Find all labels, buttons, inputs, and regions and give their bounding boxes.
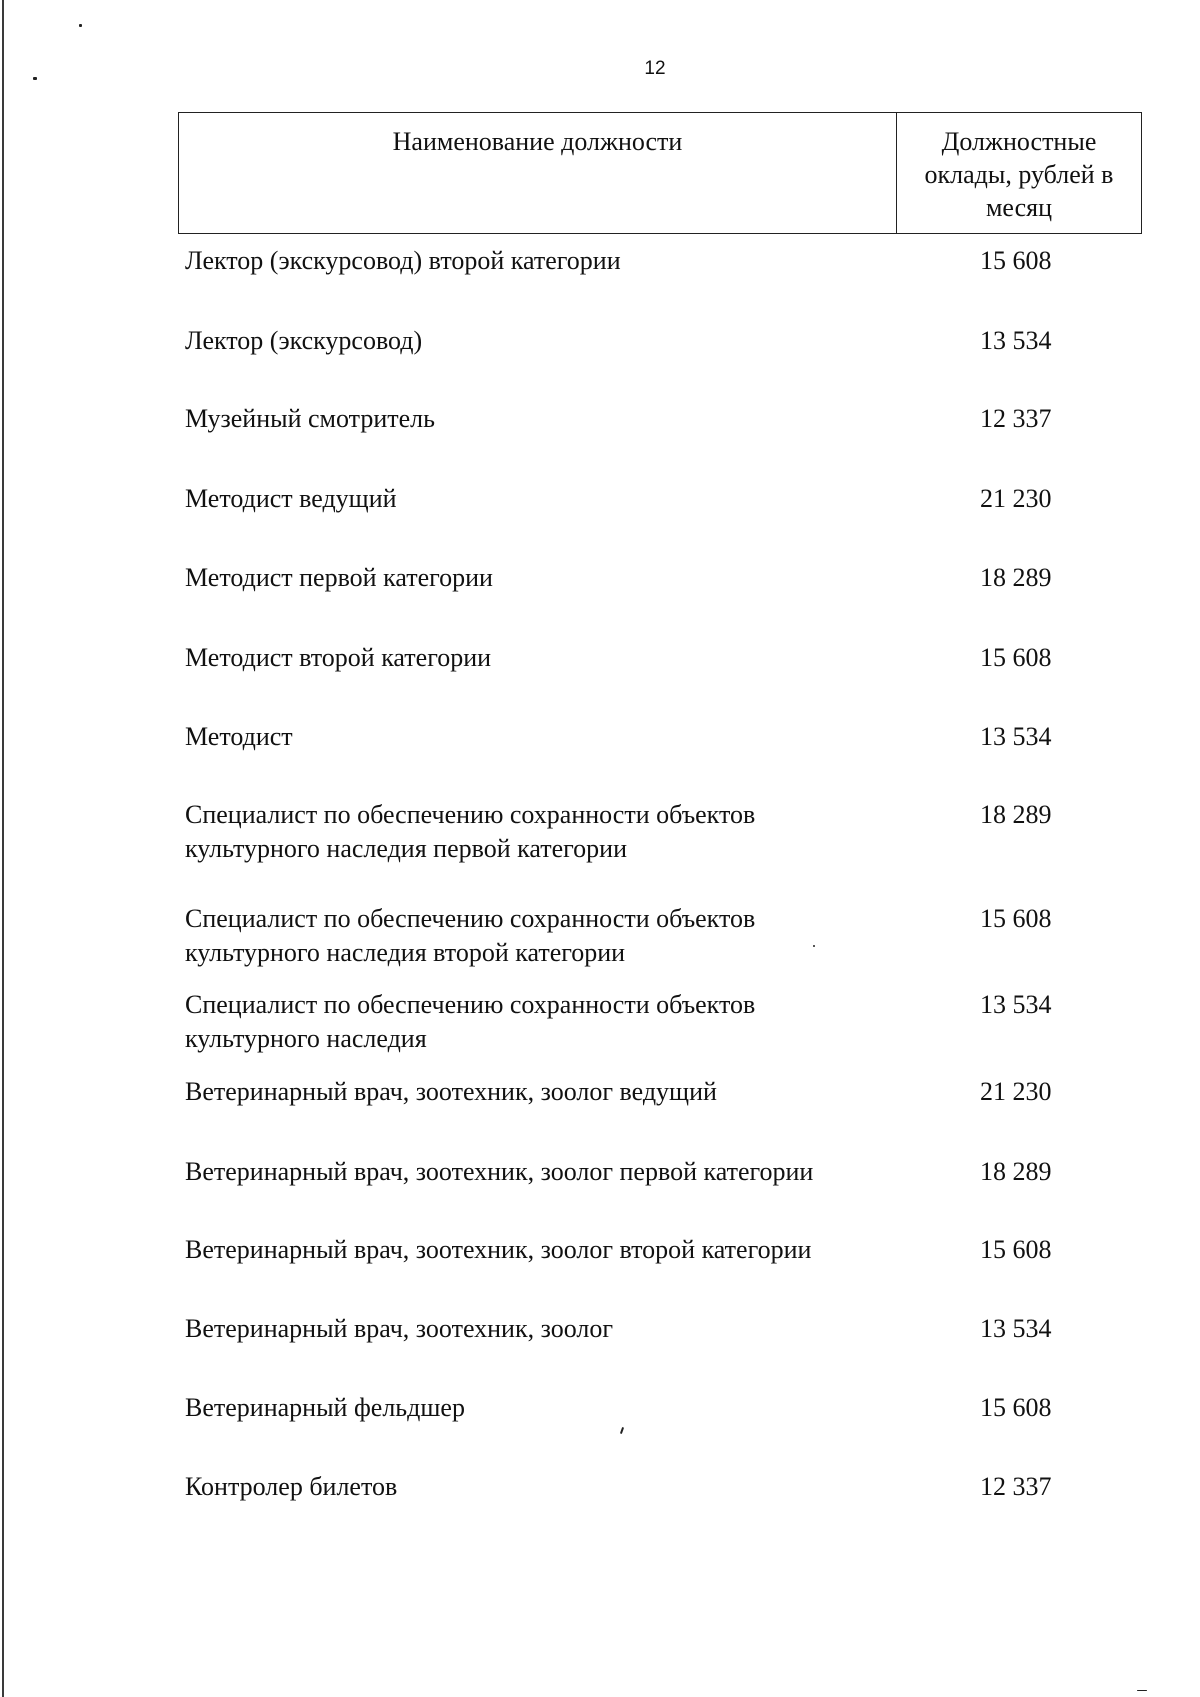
salary-value: 21 230 [980,484,1052,513]
header-salary-line: месяц [985,193,1053,222]
salary-value: 18 289 [980,563,1052,592]
position-name [185,1233,905,1267]
position-name-line: Лектор (экскурсовод) [185,326,423,355]
position-name [185,1391,905,1425]
position-name-line: Лектор (экскурсовод) второй категории [185,246,621,275]
scan-speck [1137,1690,1147,1691]
header-position-name: Наименование должности [179,113,897,233]
salary-value: 15 608 [980,904,1052,933]
position-name-line: Специалист по обеспечению сохранности объектов [185,800,756,829]
scan-speck [620,1427,624,1434]
salary-value: 13 534 [980,990,1052,1019]
salary-value: 15 608 [980,643,1052,672]
salary-value: 12 337 [980,1472,1052,1501]
table-header [178,112,1142,234]
salary-value: 13 534 [980,1314,1052,1343]
position-name-line: Ветеринарный врач, зоотехник, зоолог первой категории [185,1157,814,1186]
position-name-line: Ветеринарный врач, зоотехник, зоолог [185,1314,614,1343]
position-name-line: Ветеринарный фельдшер [185,1393,465,1422]
salary-value: 13 534 [980,326,1052,355]
header-salary-line: оклады, рублей в [924,160,1114,189]
salary-value: 15 608 [980,1393,1052,1422]
position-name [185,1075,905,1109]
position-name-line: Специалист по обеспечению сохранности объектов [185,904,756,933]
header-salary [897,113,1141,233]
position-name-line: Методист [185,722,293,751]
salary-value: 13 534 [980,722,1052,751]
position-name-line: Методист первой категории [185,563,493,592]
position-name [185,561,905,595]
position-name [185,641,905,675]
scan-edge-line [2,0,4,1697]
position-name-line: Методист ведущий [185,484,397,513]
position-name-line: культурного наследия второй категории [185,938,626,967]
position-name [185,902,905,970]
position-name [185,1155,905,1189]
scan-speck [79,24,82,27]
position-name [185,798,905,866]
position-name-line: Ветеринарный врач, зоотехник, зоолог ведущий [185,1077,717,1106]
position-name [185,988,905,1056]
position-name [185,1470,905,1504]
salary-value: 12 337 [980,404,1052,433]
page-number: 12 [644,58,666,79]
position-name-line: культурного наследия [185,1024,427,1053]
salary-value: 18 289 [980,1157,1052,1186]
position-name-line: Музейный смотритель [185,404,435,433]
position-name [185,324,905,358]
position-name-line: Ветеринарный врач, зоотехник, зоолог второй категории [185,1235,812,1264]
position-name [185,720,905,754]
salary-value: 18 289 [980,800,1052,829]
position-name [185,402,905,436]
salary-value: 21 230 [980,1077,1052,1106]
position-name-line: Специалист по обеспечению сохранности объектов [185,990,756,1019]
position-name-line: Контролер билетов [185,1472,398,1501]
position-name-line: Методист второй категории [185,643,492,672]
position-name [185,244,905,278]
position-name [185,482,905,516]
header-salary-line: Должностные [941,127,1097,156]
salary-value: 15 608 [980,1235,1052,1264]
position-name [185,1312,905,1346]
position-name-line: культурного наследия первой категории [185,834,627,863]
salary-value: 15 608 [980,246,1052,275]
